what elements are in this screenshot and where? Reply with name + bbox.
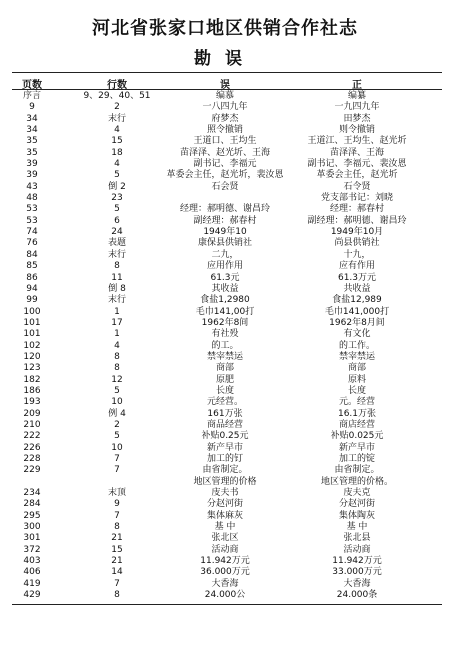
table-row xyxy=(0,443,450,454)
errata-table xyxy=(0,91,450,601)
cell-page: 43 xyxy=(26,181,38,192)
cell-page: 123 xyxy=(23,363,41,374)
header-wrong: 误 xyxy=(220,80,230,91)
cell-wrong: 新产早市 xyxy=(206,442,243,453)
cell-wrong: 王道口、王均生 xyxy=(193,136,257,147)
cell-right: 尚县供销社 xyxy=(334,238,380,249)
cell-line: 21 xyxy=(111,533,123,544)
cell-right: 禁宰禁运 xyxy=(338,351,375,362)
bottom-rule xyxy=(12,604,442,605)
table-row xyxy=(0,352,450,363)
cell-line: 7 xyxy=(114,465,120,476)
cell-line: 7 xyxy=(114,510,120,521)
cell-line: 末行 xyxy=(107,295,126,306)
table-row xyxy=(0,431,450,442)
top-rule xyxy=(12,72,442,73)
cell-page: 35 xyxy=(26,147,38,158)
cell-line: 末行 xyxy=(107,113,126,124)
cell-page: 34 xyxy=(26,113,38,124)
cell-right: 新产早市 xyxy=(338,442,375,453)
cell-line: 表题 xyxy=(107,238,126,249)
table-row xyxy=(0,318,450,329)
cell-page: 39 xyxy=(26,159,38,170)
cell-right: 商店经营 xyxy=(338,419,375,430)
cell-line: 18 xyxy=(111,147,123,158)
table-row xyxy=(0,125,450,136)
cell-wrong: 副书记、李福元 xyxy=(193,159,257,170)
cell-right: 革委会主任，赵光圻 xyxy=(316,170,398,181)
cell-page: 234 xyxy=(23,488,41,499)
cell-page: 84 xyxy=(26,249,38,260)
cell-line: 5 xyxy=(114,170,120,181)
cell-wrong: 毛巾141,00打 xyxy=(195,306,255,317)
table-row xyxy=(0,420,450,431)
cell-page: 372 xyxy=(23,544,41,555)
cell-wrong: 禁宰禁运 xyxy=(206,351,243,362)
table-row xyxy=(0,170,450,181)
cell-line: 6 xyxy=(114,215,120,226)
cell-right: 基 中 xyxy=(346,522,368,533)
cell-wrong: 36.000万元 xyxy=(200,567,250,578)
cell-page: 9 xyxy=(29,102,35,113)
cell-wrong: 集体麻灰 xyxy=(206,510,243,521)
cell-wrong: 府梦杰 xyxy=(211,113,239,124)
table-row xyxy=(0,556,450,567)
cell-right: 由省制定。 xyxy=(334,465,380,476)
table-row xyxy=(0,341,450,352)
cell-wrong: 加工的钉 xyxy=(206,454,243,464)
cell-right: 苗泽泽、王海 xyxy=(329,147,384,158)
cell-wrong: 基 中 xyxy=(214,522,236,533)
cell-line: 10 xyxy=(111,397,123,408)
cell-page: 53 xyxy=(26,215,38,226)
table-row xyxy=(0,488,450,499)
cell-right: 石令贤 xyxy=(343,181,371,192)
cell-right: 一九四九年 xyxy=(334,102,380,113)
cell-right: 商部 xyxy=(347,363,366,374)
table-row xyxy=(0,363,450,374)
cell-page: 301 xyxy=(23,533,41,544)
cell-line: 8 xyxy=(114,590,120,601)
cell-page: 210 xyxy=(23,419,41,430)
cell-right: 补贴0.025元 xyxy=(330,431,384,442)
cell-wrong: 161万张 xyxy=(207,408,243,419)
cell-page: 101 xyxy=(23,317,41,328)
cell-wrong: 原肥 xyxy=(215,374,234,385)
table-row xyxy=(0,250,450,261)
cell-right: 1962年8月间 xyxy=(329,317,385,328)
header-right: 正 xyxy=(352,80,362,91)
cell-right: 61.3万元 xyxy=(337,272,377,283)
table-row xyxy=(0,329,450,340)
cell-right: 应有作用 xyxy=(338,261,375,272)
cell-line: 15 xyxy=(111,136,123,147)
cell-wrong: 照令撤销 xyxy=(206,125,243,136)
cell-wrong: 有社殁 xyxy=(211,329,239,340)
cell-right: 11.942万元 xyxy=(332,556,382,567)
cell-line: 倒 8 xyxy=(108,283,126,294)
cell-wrong: 24.000公 xyxy=(204,590,246,601)
table-row xyxy=(0,148,450,159)
cell-line: 2 xyxy=(114,102,120,113)
cell-wrong: 元经营。 xyxy=(206,397,243,408)
table-row xyxy=(0,238,450,249)
document-title: 河北省张家口地区供销合作社志 xyxy=(92,18,358,39)
cell-wrong: 分赵河街 xyxy=(206,499,243,510)
table-row xyxy=(0,159,450,170)
cell-line: 8 xyxy=(114,351,120,362)
table-row xyxy=(0,307,450,318)
cell-wrong: 二九， xyxy=(211,249,239,260)
cell-right: 副书记、李福元、裴汝恩 xyxy=(307,159,407,170)
table-row xyxy=(0,545,450,556)
cell-wrong: 康保县供销社 xyxy=(197,238,252,249)
cell-page: 102 xyxy=(23,340,41,351)
cell-page: 76 xyxy=(26,238,38,249)
cell-page: 74 xyxy=(26,227,38,238)
cell-right: 庋夫克 xyxy=(343,488,371,499)
cell-page: 94 xyxy=(26,283,38,294)
cell-wrong: 1949年10 xyxy=(203,227,247,238)
cell-line: 倒 2 xyxy=(108,181,126,192)
table-row xyxy=(0,499,450,510)
cell-page: 120 xyxy=(23,351,41,362)
cell-line: 14 xyxy=(111,567,123,578)
cell-wrong: 长度 xyxy=(215,385,234,396)
cell-line: 5 xyxy=(114,204,120,215)
cell-page: 222 xyxy=(23,431,41,442)
cell-wrong: 庋夫书 xyxy=(211,488,239,499)
cell-wrong: 食盐1,2980 xyxy=(200,295,250,306)
cell-line: 5 xyxy=(114,385,120,396)
cell-page: 300 xyxy=(23,522,41,533)
table-row xyxy=(0,465,450,476)
cell-page: 86 xyxy=(26,272,38,283)
cell-page: 35 xyxy=(26,136,38,147)
cell-wrong: 应用作用 xyxy=(206,261,243,272)
cell-right: 活动商 xyxy=(343,544,371,555)
table-row xyxy=(0,522,450,533)
cell-right: 党支部书记：刘晓 xyxy=(320,193,393,204)
cell-line: 末顶 xyxy=(107,488,126,499)
cell-page: 48 xyxy=(26,193,38,204)
cell-right: 1949年10月 xyxy=(330,227,384,238)
cell-page: 429 xyxy=(23,590,41,601)
cell-right: 16.1万张 xyxy=(337,408,377,419)
cell-right: 长度 xyxy=(347,385,366,396)
cell-page: 53 xyxy=(26,204,38,215)
cell-right: 33.000万元 xyxy=(332,567,382,578)
cell-line: 例 4 xyxy=(108,408,126,419)
header-page: 页数 xyxy=(22,80,42,91)
cell-line: 4 xyxy=(114,125,120,136)
cell-right: 24.000条 xyxy=(336,590,378,601)
cell-right: 地区管理的价格。 xyxy=(320,476,393,487)
cell-line: 1 xyxy=(114,329,120,340)
table-row xyxy=(0,193,450,204)
table-row xyxy=(0,284,450,295)
document-subtitle: 勘误 xyxy=(194,49,256,69)
table-row xyxy=(0,261,450,272)
cell-page: 100 xyxy=(23,306,41,317)
header-line: 行数 xyxy=(107,80,127,91)
cell-wrong: 补贴0.25元 xyxy=(201,431,249,442)
cell-line: 2 xyxy=(114,419,120,430)
cell-page: 193 xyxy=(23,397,41,408)
table-row xyxy=(0,295,450,306)
table-row xyxy=(0,386,450,397)
table-row xyxy=(0,454,450,465)
table-row xyxy=(0,533,450,544)
table-row xyxy=(0,375,450,386)
table-row xyxy=(0,114,450,125)
cell-wrong: 石会贤 xyxy=(211,181,239,192)
cell-page: 419 xyxy=(23,578,41,589)
table-row xyxy=(0,91,450,102)
cell-right: 大香海 xyxy=(343,578,371,589)
cell-line: 8 xyxy=(114,522,120,533)
cell-line: 23 xyxy=(111,193,123,204)
cell-line: 21 xyxy=(111,556,123,567)
header-rule xyxy=(12,89,442,90)
cell-right: 的工作。 xyxy=(338,340,375,351)
table-header xyxy=(0,76,450,90)
cell-page: 101 xyxy=(23,329,41,340)
cell-right: 则令撤销 xyxy=(338,125,375,136)
cell-page: 295 xyxy=(23,510,41,521)
cell-right: 有文化 xyxy=(343,329,371,340)
cell-wrong: 副经理：郝春村 xyxy=(193,215,257,226)
table-row xyxy=(0,579,450,590)
cell-wrong: 革委会主任，赵光圻，裴汝恩 xyxy=(166,170,284,181)
cell-wrong: 一八四九年 xyxy=(202,102,248,113)
cell-line: 8 xyxy=(114,363,120,374)
cell-wrong: 活动商 xyxy=(211,544,239,555)
cell-line: 10 xyxy=(111,442,123,453)
table-row xyxy=(0,204,450,215)
cell-right: 分赵河街 xyxy=(338,499,375,510)
cell-wrong: 地区管理的价格 xyxy=(193,476,257,487)
cell-page: 284 xyxy=(23,499,41,510)
table-row xyxy=(0,409,450,420)
cell-line: 1 xyxy=(114,306,120,317)
table-row xyxy=(0,397,450,408)
cell-wrong: 11.942万元 xyxy=(200,556,250,567)
cell-right: 元。经营 xyxy=(338,397,375,408)
cell-line: 9、29、40、51 xyxy=(83,91,151,101)
cell-page: 34 xyxy=(26,125,38,136)
cell-wrong: 由省制定。 xyxy=(202,465,248,476)
cell-right: 集体陶灰 xyxy=(338,510,375,521)
cell-page: 403 xyxy=(23,556,41,567)
cell-page: 229 xyxy=(23,465,41,476)
cell-page: 228 xyxy=(23,454,41,464)
cell-line: 15 xyxy=(111,544,123,555)
cell-right: 经理：郝春村 xyxy=(329,204,384,215)
cell-line: 7 xyxy=(114,454,120,464)
cell-line: 9 xyxy=(114,499,120,510)
cell-wrong: 张北区 xyxy=(211,533,239,544)
cell-right: 食盐12,989 xyxy=(332,295,382,306)
table-row xyxy=(0,567,450,578)
cell-right: 编纂 xyxy=(347,91,366,101)
table-row xyxy=(0,273,450,284)
cell-wrong: 61.3元 xyxy=(210,272,240,283)
cell-page: 186 xyxy=(23,385,41,396)
cell-line: 17 xyxy=(111,317,123,328)
cell-line: 4 xyxy=(114,340,120,351)
cell-page: 85 xyxy=(26,261,38,272)
table-row xyxy=(0,102,450,113)
cell-wrong: 的工。 xyxy=(211,340,239,351)
cell-line: 12 xyxy=(111,374,123,385)
cell-right: 共收益 xyxy=(343,283,371,294)
cell-right: 十九， xyxy=(343,249,371,260)
cell-right: 副经理：郝明德、谢昌玲 xyxy=(307,215,407,226)
table-row xyxy=(0,590,450,601)
table-row xyxy=(0,136,450,147)
cell-wrong: 其收益 xyxy=(211,283,239,294)
table-row xyxy=(0,511,450,522)
cell-page: 406 xyxy=(23,567,41,578)
cell-right: 加工的锭 xyxy=(338,454,375,464)
cell-page: 99 xyxy=(26,295,38,306)
cell-line: 7 xyxy=(114,578,120,589)
cell-wrong: 经理：郝明德、谢昌玲 xyxy=(179,204,270,215)
cell-line: 5 xyxy=(114,431,120,442)
cell-page: 226 xyxy=(23,442,41,453)
cell-line: 末行 xyxy=(107,249,126,260)
cell-page: 209 xyxy=(23,408,41,419)
cell-right: 张北县 xyxy=(343,533,371,544)
cell-line: 8 xyxy=(114,261,120,272)
cell-page: 序言 xyxy=(22,91,41,101)
table-row xyxy=(0,227,450,238)
cell-right: 王道江、王均生、赵光圻 xyxy=(307,136,407,147)
cell-wrong: 商部 xyxy=(215,363,234,374)
cell-line: 11 xyxy=(111,272,123,283)
cell-wrong: 大香海 xyxy=(211,578,239,589)
cell-line: 4 xyxy=(114,159,120,170)
cell-page: 39 xyxy=(26,170,38,181)
table-row xyxy=(0,182,450,193)
cell-right: 原料 xyxy=(347,374,366,385)
cell-line: 24 xyxy=(111,227,123,238)
cell-wrong: 编慕 xyxy=(215,91,234,101)
cell-right: 田梦杰 xyxy=(343,113,371,124)
cell-wrong: 1962年8间 xyxy=(201,317,249,328)
cell-wrong: 苗泽泽、赵光圻、王海 xyxy=(179,147,270,158)
cell-wrong: 商品经营 xyxy=(206,419,243,430)
table-row xyxy=(0,477,450,488)
cell-page: 182 xyxy=(23,374,41,385)
table-row xyxy=(0,216,450,227)
cell-right: 毛巾141,000打 xyxy=(324,306,390,317)
